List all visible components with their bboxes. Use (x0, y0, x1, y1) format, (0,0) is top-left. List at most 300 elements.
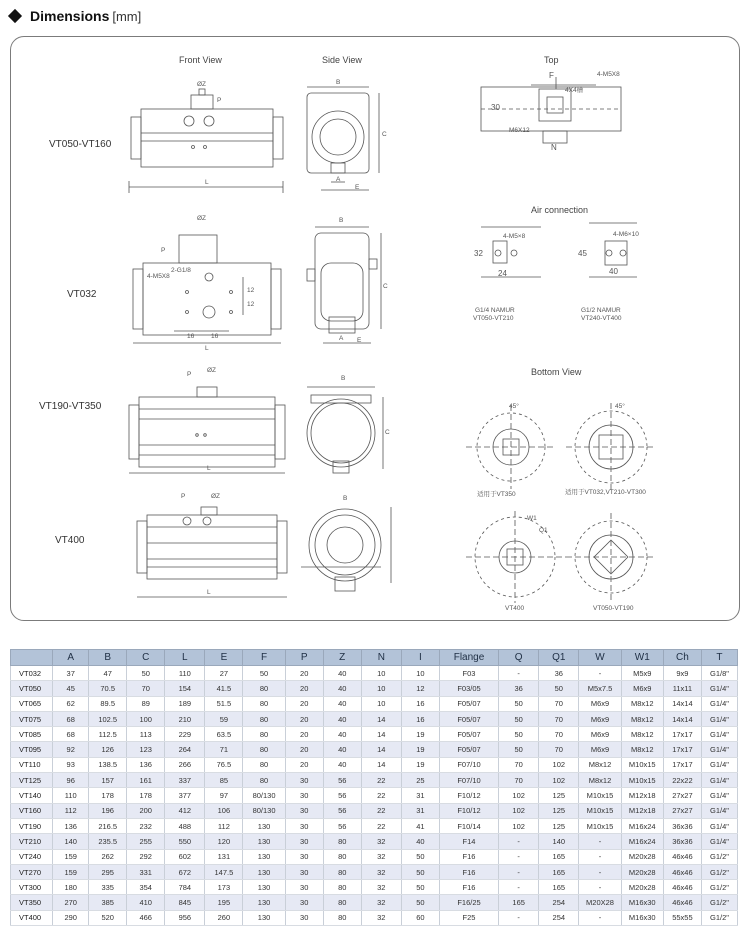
table-cell: 40 (323, 727, 361, 742)
table-cell: M10x15 (621, 757, 663, 772)
table-cell: G1/2" (701, 849, 737, 864)
table-cell: M8x12 (579, 757, 621, 772)
dim-oz-3: ØZ (207, 367, 217, 374)
table-cell: 354 (127, 880, 165, 895)
air-label-2b: VT240-VT400 (581, 315, 622, 322)
table-cell: 30 (285, 773, 323, 788)
table-cell: 165 (539, 864, 579, 879)
table-cell: 27 (205, 666, 243, 681)
table-cell: G1/4" (701, 818, 737, 833)
table-cell: 410 (127, 895, 165, 910)
dim-16a: 16 (187, 333, 195, 340)
model-cell: VT110 (11, 757, 53, 772)
dim-q1: Q1 (539, 527, 548, 534)
table-cell: 30 (285, 834, 323, 849)
table-cell: 106 (205, 803, 243, 818)
table-cell: 159 (53, 849, 89, 864)
dim-f-top: F (549, 71, 554, 80)
table-cell: M8x12 (621, 742, 663, 757)
table-cell: 50 (127, 666, 165, 681)
table-row (11, 757, 738, 772)
table-cell: 229 (165, 727, 205, 742)
table-cell: 196 (89, 803, 127, 818)
table-cell: 80 (323, 880, 361, 895)
table-cell: 68 (53, 727, 89, 742)
table-cell: 71 (205, 742, 243, 757)
table-cell: 89.5 (89, 696, 127, 711)
table-cell: 40 (401, 834, 439, 849)
table-cell: 56 (323, 803, 361, 818)
table-row (11, 711, 738, 726)
dim-air-t2: 4-M6×10 (613, 231, 639, 238)
dim-top-thread: 4-M5X8 (597, 71, 620, 78)
dim-top-30: 30 (491, 103, 500, 112)
table-cell: - (579, 834, 621, 849)
table-cell: 123 (127, 742, 165, 757)
table-cell: 30 (285, 864, 323, 879)
table-cell: M20x28 (621, 864, 663, 879)
table-row (11, 880, 738, 895)
dimensions-table (10, 649, 738, 926)
table-cell: 290 (53, 910, 89, 925)
table-cell: - (499, 834, 539, 849)
table-cell: 25 (401, 773, 439, 788)
table-cell: - (499, 849, 539, 864)
table-cell: 232 (127, 818, 165, 833)
table-header-cell: B (89, 650, 127, 666)
table-cell: 63.5 (205, 727, 243, 742)
table-cell: M10x15 (579, 818, 621, 833)
table-cell: 80 (243, 711, 285, 726)
table-cell: 270 (53, 895, 89, 910)
table-cell: 956 (165, 910, 205, 925)
table-cell: 14x14 (663, 711, 701, 726)
table-cell: 672 (165, 864, 205, 879)
table-cell: 9x9 (663, 666, 701, 681)
dim-l-2: L (205, 345, 209, 352)
dim-air-32: 32 (474, 249, 483, 258)
dim-l-1: L (205, 179, 209, 186)
dim-oz-2: ØZ (197, 215, 207, 222)
table-row (11, 666, 738, 681)
table-cell: G1/8" (701, 666, 737, 681)
table-cell: 125 (539, 803, 579, 818)
dim-oz-4: ØZ (211, 493, 221, 500)
table-cell: 22 (361, 788, 401, 803)
dim-b-4: B (343, 495, 348, 502)
table-cell: 85 (205, 773, 243, 788)
front-view-title: Front View (179, 55, 222, 65)
table-cell: - (579, 849, 621, 864)
table-cell: 520 (89, 910, 127, 925)
table-cell: 36x36 (663, 834, 701, 849)
table-cell: 50 (499, 727, 539, 742)
table-cell: 20 (285, 696, 323, 711)
table-cell: 30 (285, 880, 323, 895)
table-cell: 102 (539, 757, 579, 772)
table-header-cell: F (243, 650, 285, 666)
table-cell: 210 (165, 711, 205, 726)
table-cell: 32 (361, 910, 401, 925)
table-cell: M12x18 (621, 803, 663, 818)
table-cell: 11x11 (663, 681, 701, 696)
table-cell: 20 (285, 681, 323, 696)
row-label-4: VT400 (55, 535, 85, 546)
table-row (11, 834, 738, 849)
table-cell: 466 (127, 910, 165, 925)
table-cell: 195 (205, 895, 243, 910)
table-cell: 125 (539, 788, 579, 803)
table-cell: 70 (539, 696, 579, 711)
table-cell: 17x17 (663, 742, 701, 757)
table-cell: 102 (499, 818, 539, 833)
table-cell: 337 (165, 773, 205, 788)
dim-b-2: B (339, 217, 344, 224)
table-cell: 62 (53, 696, 89, 711)
model-cell: VT095 (11, 742, 53, 757)
table-cell: 80/130 (243, 788, 285, 803)
table-header-cell: E (205, 650, 243, 666)
dim-a-1: A (336, 176, 341, 183)
table-cell: G1/4" (701, 696, 737, 711)
drawings-panel (10, 36, 740, 621)
table-cell: 20 (285, 757, 323, 772)
table-row (11, 773, 738, 788)
model-cell: VT300 (11, 880, 53, 895)
model-cell: VT190 (11, 818, 53, 833)
table-cell: M8x12 (621, 696, 663, 711)
table-cell: 76.5 (205, 757, 243, 772)
table-cell: 40 (323, 666, 361, 681)
table-cell: F10/14 (439, 818, 498, 833)
table-cell: 266 (165, 757, 205, 772)
dim-l-3: L (207, 465, 211, 472)
dim-p-1: P (217, 97, 222, 104)
table-row (11, 742, 738, 757)
dim-air-40: 40 (609, 267, 618, 276)
front-view-r3 (129, 387, 285, 473)
dim-c-1: C (382, 131, 387, 138)
table-cell: 112 (53, 803, 89, 818)
table-cell: 200 (127, 803, 165, 818)
table-cell: 41 (401, 818, 439, 833)
table-cell: 784 (165, 880, 205, 895)
table-cell: 335 (89, 880, 127, 895)
air-label-1: G1/4 NAMUR (475, 307, 515, 314)
table-cell: 20 (285, 742, 323, 757)
table-cell: 22x22 (663, 773, 701, 788)
bottom-label-4: VT050-VT190 (593, 605, 634, 612)
model-cell: VT085 (11, 727, 53, 742)
table-cell: 130 (243, 849, 285, 864)
table-cell: 32 (361, 864, 401, 879)
table-cell: 130 (243, 818, 285, 833)
table-cell: F05/07 (439, 727, 498, 742)
side-view-r1 (307, 87, 379, 190)
table-cell: 10 (361, 666, 401, 681)
table-cell: 80 (243, 773, 285, 788)
table-cell: M20x28 (621, 849, 663, 864)
table-cell: M6x9 (579, 727, 621, 742)
table-cell: 10 (361, 681, 401, 696)
table-cell: 30 (285, 910, 323, 925)
table-cell: 70 (127, 681, 165, 696)
air-connection-title: Air connection (531, 205, 589, 215)
table-cell: M8x12 (621, 727, 663, 742)
dim-m5x8: 4-M5X8 (147, 273, 170, 280)
dim-12a: 12 (247, 287, 255, 294)
table-cell: 70 (539, 727, 579, 742)
table-cell: M5x9 (621, 666, 663, 681)
table-cell: M10x15 (621, 773, 663, 788)
table-cell: 41.5 (205, 681, 243, 696)
table-cell: 20 (285, 666, 323, 681)
section-header (10, 6, 141, 26)
table-cell: 140 (53, 834, 89, 849)
table-cell: M6x9 (579, 742, 621, 757)
table-cell: 292 (127, 849, 165, 864)
section-title: Dimensions (30, 8, 110, 24)
table-cell: 10 (361, 696, 401, 711)
table-cell: M6x9 (579, 696, 621, 711)
table-cell: G1/4" (701, 803, 737, 818)
table-cell: - (499, 880, 539, 895)
table-row (11, 727, 738, 742)
table-cell: M16x24 (621, 818, 663, 833)
table-cell: 110 (165, 666, 205, 681)
table-cell: 126 (89, 742, 127, 757)
front-view-r1 (129, 89, 283, 193)
table-header-cell: A (53, 650, 89, 666)
table-cell: 136 (127, 757, 165, 772)
table-cell: 385 (89, 895, 127, 910)
dim-top-square: 4X4槽 (565, 87, 584, 94)
table-cell: M8x12 (621, 711, 663, 726)
table-cell: 140 (539, 834, 579, 849)
table-cell: 40 (323, 711, 361, 726)
table-cell: 235.5 (89, 834, 127, 849)
table-cell: 31 (401, 788, 439, 803)
table-cell: 27x27 (663, 788, 701, 803)
dim-top-n: N (551, 143, 557, 152)
side-view-title: Side View (322, 55, 362, 65)
bottom-label-3: VT400 (505, 605, 525, 612)
table-header-cell: Z (323, 650, 361, 666)
table-cell: 154 (165, 681, 205, 696)
table-row (11, 864, 738, 879)
table-cell: 55x55 (663, 910, 701, 925)
table-cell: G1/4" (701, 788, 737, 803)
table-cell: 14x14 (663, 696, 701, 711)
table-cell: 295 (89, 864, 127, 879)
table-cell: 68 (53, 711, 89, 726)
table-cell: F05/07 (439, 711, 498, 726)
table-cell: 50 (539, 681, 579, 696)
bottom-label-1: 适用于VT350 (477, 491, 516, 498)
table-cell: 30 (285, 818, 323, 833)
air-label-2: G1/2 NAMUR (581, 307, 621, 314)
row-label-1: VT050-VT160 (49, 139, 112, 150)
table-cell: 59 (205, 711, 243, 726)
table-cell: 14 (361, 757, 401, 772)
table-cell: 412 (165, 803, 205, 818)
table-cell: G1/4" (701, 773, 737, 788)
side-view-r3 (307, 387, 383, 473)
dim-oz-1: ØZ (197, 81, 207, 88)
table-cell: M20x28 (621, 880, 663, 895)
table-cell: 70 (539, 742, 579, 757)
table-cell: M16x30 (621, 895, 663, 910)
dim-air-24: 24 (498, 269, 507, 278)
table-cell: 40 (323, 757, 361, 772)
table-cell: 488 (165, 818, 205, 833)
table-cell: 180 (53, 880, 89, 895)
table-cell: 36 (539, 666, 579, 681)
dim-p-2: P (161, 247, 166, 254)
table-cell: 50 (499, 742, 539, 757)
table-cell: 89 (127, 696, 165, 711)
table-cell: 131 (205, 849, 243, 864)
table-cell: 30 (285, 849, 323, 864)
table-cell: 46x46 (663, 895, 701, 910)
model-cell: VT270 (11, 864, 53, 879)
dim-g18: 2-G1/8 (171, 267, 191, 274)
dim-45-bottom-b: 45° (615, 403, 625, 410)
table-cell: G1/2" (701, 895, 737, 910)
table-cell: 80/130 (243, 803, 285, 818)
table-cell: 45 (53, 681, 89, 696)
table-cell: 112.5 (89, 727, 127, 742)
dim-b-3: B (341, 375, 346, 382)
table-cell: 102 (499, 803, 539, 818)
table-cell: 16 (401, 696, 439, 711)
dim-a-2: A (339, 335, 344, 342)
table-cell: - (579, 864, 621, 879)
bottom-view-drawings (466, 403, 656, 491)
side-view-r2 (307, 227, 381, 343)
table-body (11, 666, 738, 926)
row-label-3: VT190-VT350 (39, 401, 102, 412)
table-cell: 255 (127, 834, 165, 849)
model-cell: VT140 (11, 788, 53, 803)
table-cell: 80 (323, 864, 361, 879)
dim-p-4: P (181, 493, 186, 500)
table-cell: 80 (323, 834, 361, 849)
table-cell: F10/12 (439, 803, 498, 818)
table-cell: 30 (285, 895, 323, 910)
table-header-cell: W1 (621, 650, 663, 666)
table-cell: F07/10 (439, 773, 498, 788)
table-cell: 130 (243, 895, 285, 910)
table-cell: 30 (285, 788, 323, 803)
table-header-cell: Q (499, 650, 539, 666)
table-cell: 80 (243, 696, 285, 711)
table-cell: F05/07 (439, 696, 498, 711)
table-cell: F05/07 (439, 742, 498, 757)
top-view (481, 77, 621, 143)
table-cell: M8x12 (579, 773, 621, 788)
table-cell: M16x30 (621, 910, 663, 925)
table-row (11, 818, 738, 833)
table-cell: 40 (323, 696, 361, 711)
table-cell: 331 (127, 864, 165, 879)
table-cell: 80 (243, 757, 285, 772)
row-label-2: VT032 (67, 289, 97, 300)
table-cell: G1/4" (701, 742, 737, 757)
table-cell: 147.5 (205, 864, 243, 879)
table-cell: 32 (361, 880, 401, 895)
table-cell: 70 (539, 711, 579, 726)
table-cell: 165 (539, 849, 579, 864)
table-cell: F16 (439, 880, 498, 895)
table-cell: 46x46 (663, 880, 701, 895)
table-header-cell: W (579, 650, 621, 666)
dim-p-3: P (187, 371, 192, 378)
table-cell: 97 (205, 788, 243, 803)
table-row (11, 803, 738, 818)
section-unit: [mm] (112, 8, 142, 24)
table-cell: 22 (361, 818, 401, 833)
table-cell: 112 (205, 818, 243, 833)
table-cell: 19 (401, 757, 439, 772)
table-cell: - (579, 880, 621, 895)
table-cell: 70 (499, 757, 539, 772)
table-cell: 254 (539, 910, 579, 925)
table-cell: 100 (127, 711, 165, 726)
table-cell: 46x46 (663, 849, 701, 864)
table-cell: 22 (361, 773, 401, 788)
front-view-r4 (137, 507, 287, 597)
table-cell: 189 (165, 696, 205, 711)
table-cell: F03 (439, 666, 498, 681)
table-cell: 264 (165, 742, 205, 757)
table-cell: 110 (53, 788, 89, 803)
table-cell: 50 (401, 849, 439, 864)
table-cell: 113 (127, 727, 165, 742)
table-cell: 93 (53, 757, 89, 772)
table-cell: - (499, 910, 539, 925)
table-cell: 161 (127, 773, 165, 788)
table-cell: 120 (205, 834, 243, 849)
table-cell: M16x24 (621, 834, 663, 849)
table-cell: 80 (323, 910, 361, 925)
dim-b-1: B (336, 79, 341, 86)
table-header-cell: T (701, 650, 737, 666)
table-cell: 16 (401, 711, 439, 726)
table-cell: 46x46 (663, 864, 701, 879)
model-cell: VT125 (11, 773, 53, 788)
table-cell: G1/2" (701, 880, 737, 895)
table-cell: 50 (401, 864, 439, 879)
table-cell: 32 (361, 895, 401, 910)
table-cell: 102.5 (89, 711, 127, 726)
dim-c-3: C (385, 429, 390, 436)
model-cell: VT075 (11, 711, 53, 726)
table-cell: 157 (89, 773, 127, 788)
bottom-view-drawings-2 (466, 511, 656, 603)
table-cell: 260 (205, 910, 243, 925)
table-cell: 165 (499, 895, 539, 910)
model-cell: VT400 (11, 910, 53, 925)
table-cell: F14 (439, 834, 498, 849)
table-cell: 14 (361, 711, 401, 726)
table-cell: G1/2" (701, 864, 737, 879)
table-cell: 138.5 (89, 757, 127, 772)
table-cell: 130 (243, 834, 285, 849)
table-cell: M12x18 (621, 788, 663, 803)
table-cell: M6x9 (579, 711, 621, 726)
table-cell: 130 (243, 880, 285, 895)
